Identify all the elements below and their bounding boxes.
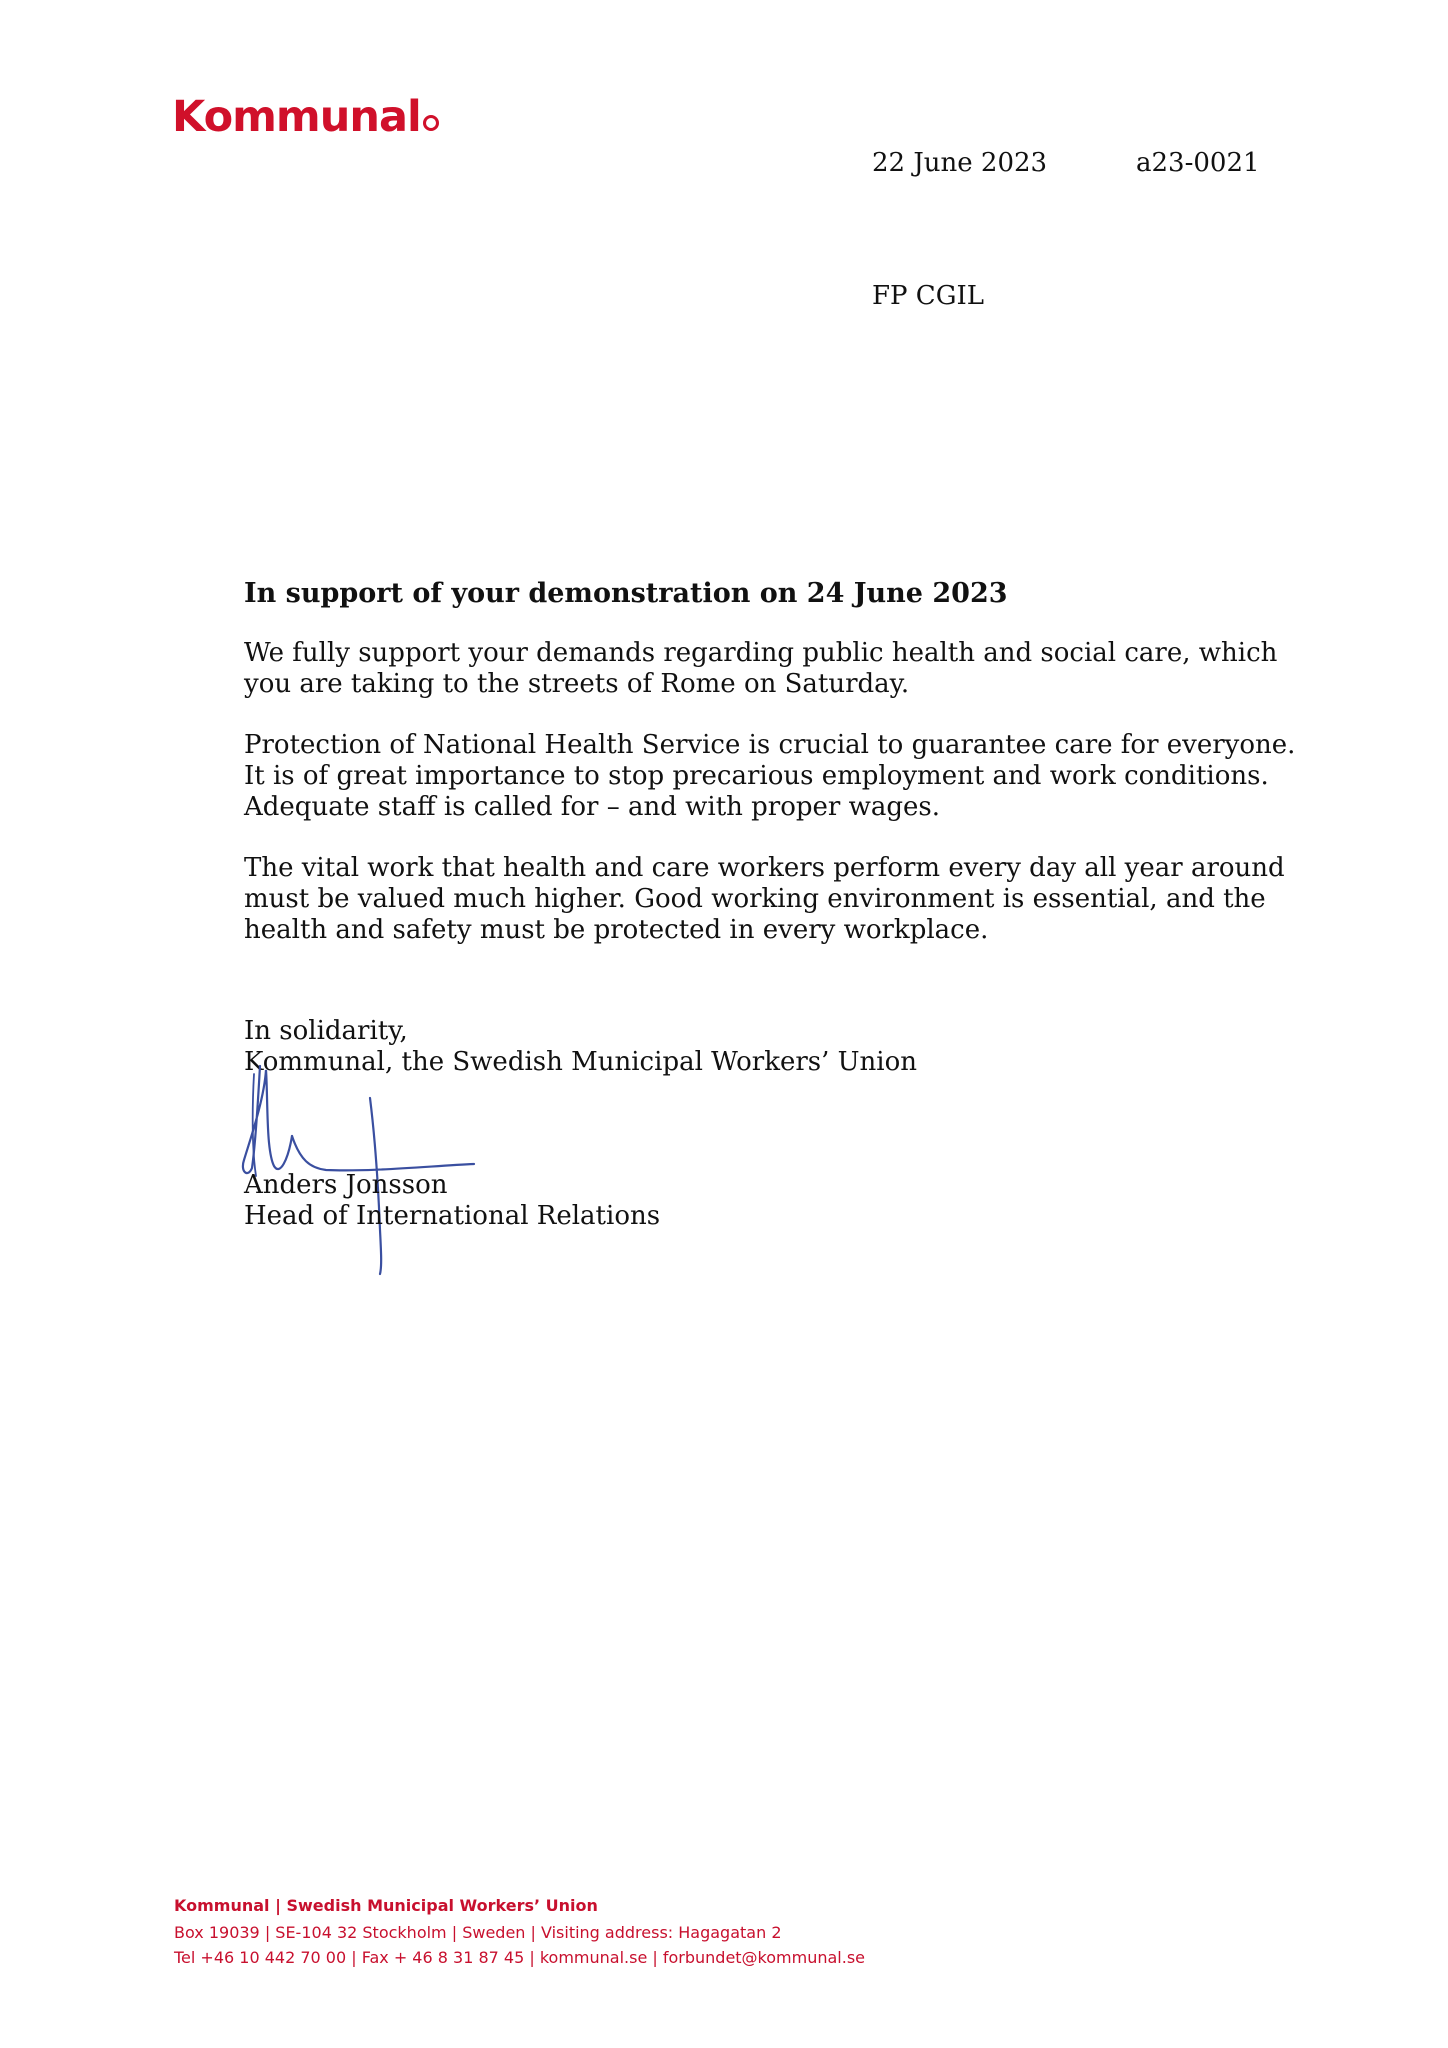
letter-body — [244, 578, 1296, 976]
footer — [174, 1893, 865, 1970]
footer-contact: Tel +46 10 442 70 00 | Fax + 46 8 31 87 45 | kommunal.se | forbundet@kommunal.se — [174, 1948, 866, 1967]
paragraph-line: Protection of National Health Service is crucial to guarantee care for everyone. — [244, 730, 1296, 760]
logo-dot-icon — [423, 115, 439, 131]
paragraph-1 — [244, 638, 1278, 700]
paragraph-3 — [244, 853, 1285, 946]
signer-block — [244, 1170, 660, 1232]
signer-title: Head of International Relations — [244, 1201, 661, 1231]
reference-number: a23-0021 — [1136, 148, 1260, 178]
paragraph-line: We fully support your demands regarding public health and social care, which — [244, 638, 1278, 668]
paragraph-line: It is of great importance to stop precarious employment and work conditions. — [244, 761, 1269, 791]
logo-text: Kommunal — [172, 92, 421, 142]
paragraph-line: health and safety must be protected in every workplace. — [244, 915, 989, 945]
paragraph-line: The vital work that health and care workers perform every day all year around — [244, 853, 1285, 883]
paragraph-2 — [244, 730, 1296, 823]
paragraph-line: you are taking to the streets of Rome on Saturday. — [244, 669, 910, 699]
letter-heading: In support of your demonstration on 24 June 2023 — [244, 578, 1008, 609]
closing-salutation: In solidarity, — [244, 1016, 408, 1046]
signature-stroke — [243, 1066, 292, 1173]
footer-title: Kommunal | Swedish Municipal Workers’ Union — [174, 1896, 598, 1915]
closing-organization: Kommunal, the Swedish Municipal Workers’ Union — [244, 1047, 918, 1077]
signer-name: Anders Jonsson — [244, 1170, 448, 1200]
recipient: FP CGIL — [872, 281, 984, 311]
signature-stroke — [292, 1136, 474, 1170]
footer-address: Box 19039 | SE-104 32 Stockholm | Sweden | Visiting address: Hagagatan 2 — [174, 1923, 782, 1942]
paragraph-line: must be valued much higher. Good working environment is essential, and the — [244, 884, 1266, 914]
letter-date: 22 June 2023 — [872, 148, 1048, 178]
kommunal-logo — [172, 92, 439, 142]
paragraph-line: Adequate staff is called for – and with proper wages. — [244, 792, 940, 822]
